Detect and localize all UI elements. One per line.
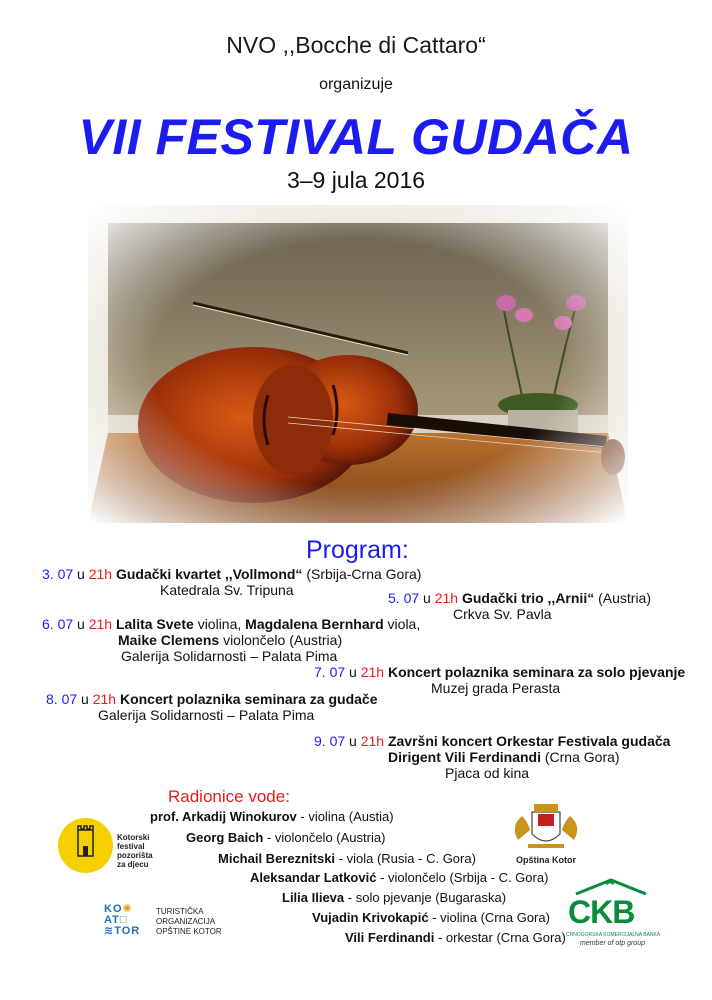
event-at: u <box>349 664 357 680</box>
event-name: Završni koncert Orkestar Festivala gudača <box>387 733 671 749</box>
ckb-mark: CKB <box>568 894 635 930</box>
event-time: 21h <box>434 590 459 606</box>
event-country: (Crna Gora) <box>544 749 620 765</box>
event-date: 8. 07 <box>46 691 78 707</box>
instructor-role: - violina (Crna Gora) <box>432 910 550 925</box>
kfpd-line: Kotorski <box>117 833 150 842</box>
kfpd-line: pozorišta <box>117 851 153 860</box>
event-date: 6. 07 <box>42 616 74 632</box>
tourism-org-text <box>156 907 222 937</box>
tourism-line: TURISTIČKA <box>156 907 204 916</box>
event-date: 7. 07 <box>314 664 346 680</box>
event-name: Koncert polaznika seminara za gudače <box>119 691 378 707</box>
performer-2: Magdalena Bernhard <box>245 616 384 632</box>
event-country: (Austria) <box>598 590 652 606</box>
event-country: (Srbija-Crna Gora) <box>306 566 422 582</box>
tourism-logo-mark: KO✺ AT□ ≋TOR <box>104 903 141 937</box>
event-time: 21h <box>92 691 117 707</box>
event-location: Galerija Solidarnosti – Palata Pima <box>98 707 315 723</box>
instructor-name: Georg Baich <box>186 830 264 845</box>
event-location: Galerija Solidarnosti – Palata Pima <box>121 648 338 664</box>
instructor-role: - violončelo (Austria) <box>266 830 386 845</box>
festival-title: VII FESTIVAL GUDAČA <box>78 109 634 165</box>
event-date: 3. 07 <box>42 566 74 582</box>
event-at: u <box>349 733 357 749</box>
event-location: Crkva Sv. Pavla <box>453 606 552 622</box>
event-date: 9. 07 <box>314 733 346 749</box>
instructor-role: - solo pjevanje (Bugaraska) <box>347 890 507 905</box>
cello-photo <box>88 205 628 523</box>
castle-icon <box>58 818 113 873</box>
event-at: u <box>81 691 89 707</box>
instructor-name: Vili Ferdinandi <box>345 930 435 945</box>
event-2 <box>388 590 651 622</box>
event-location: Muzej grada Perasta <box>431 680 561 696</box>
program-title: Program: <box>306 536 409 564</box>
event-date: 5. 07 <box>388 590 420 606</box>
instructor-3 <box>218 851 476 867</box>
ckb-bank-name: CRNOGORSKA KOMERCIJALNA BANKA <box>566 932 661 938</box>
performer-1: Lalita Svete <box>115 616 194 632</box>
tourism-letters: TOR <box>114 925 141 937</box>
tourism-letters: AT <box>104 914 120 926</box>
instructor-4 <box>250 870 548 886</box>
event-time: 21h <box>360 664 385 680</box>
instructor-role: - orkestar (Crna Gora) <box>437 930 566 945</box>
instructor-name: Vujadin Krivokapić <box>312 910 429 925</box>
event-name: Gudački trio ,,Arnii“ <box>461 590 595 606</box>
kotor-municipality-label: Opština Kotor <box>516 855 576 865</box>
instructor-name: Aleksandar Latković <box>250 870 377 885</box>
event-6 <box>314 733 670 781</box>
kfpd-line: festival <box>117 842 145 851</box>
event-5 <box>46 691 378 723</box>
event-time: 21h <box>88 616 113 632</box>
event-location: Pjaca od kina <box>445 765 530 781</box>
instructor-name: prof. Arkadij Winokurov <box>150 809 297 824</box>
event-location: Katedrala Sv. Tripuna <box>160 582 294 598</box>
instrument-1: violina, <box>197 616 242 632</box>
instructor-role: - viola (Rusia - C. Gora) <box>338 851 476 866</box>
event-at: u <box>423 590 431 606</box>
instructor-1 <box>150 809 394 825</box>
instructor-2 <box>186 830 385 846</box>
organizes-label: organizuje <box>319 76 393 93</box>
event-conductor: Dirigent Vili Ferdinandi <box>388 749 541 765</box>
event-1 <box>42 566 421 598</box>
ckb-otp-member: member of otp group <box>580 940 645 947</box>
festival-dates: 3–9 jula 2016 <box>286 167 426 193</box>
tourism-line: ORGANIZACIJA <box>156 917 216 926</box>
kfpd-line: za djecu <box>117 860 149 869</box>
event-at: u <box>77 616 85 632</box>
instructor-role: - violončelo (Srbija - C. Gora) <box>380 870 549 885</box>
event-3 <box>42 616 420 664</box>
event-time: 21h <box>88 566 113 582</box>
instructor-name: Lilia Ilieva <box>282 890 345 905</box>
performer-3: Maike Clemens <box>118 632 220 648</box>
instructor-role: - violina (Austia) <box>300 809 394 824</box>
organizer-name: NVO ,,Bocche di Cattaro“ <box>226 32 486 58</box>
event-at: u <box>77 566 85 582</box>
kfpd-logo <box>58 818 113 873</box>
kfpd-text <box>117 833 153 869</box>
tourism-letters: KO <box>104 903 123 915</box>
instructor-5 <box>282 890 506 906</box>
instructor-6 <box>312 910 550 926</box>
instructor-7 <box>345 930 566 946</box>
event-time: 21h <box>360 733 385 749</box>
event-name: Gudački kvartet ,,Vollmond“ <box>115 566 303 582</box>
workshops-title: Radionice vode: <box>168 787 290 806</box>
event-name: Koncert polaznika seminara za solo pjevanje <box>387 664 686 680</box>
instrument-2: viola, <box>387 616 421 632</box>
instrument-3: violončelo (Austria) <box>223 632 343 648</box>
tourism-line: OPŠTINE KOTOR <box>156 927 222 936</box>
kotor-coat-of-arms <box>508 800 584 854</box>
instructor-name: Michail Bereznitski <box>218 851 336 866</box>
